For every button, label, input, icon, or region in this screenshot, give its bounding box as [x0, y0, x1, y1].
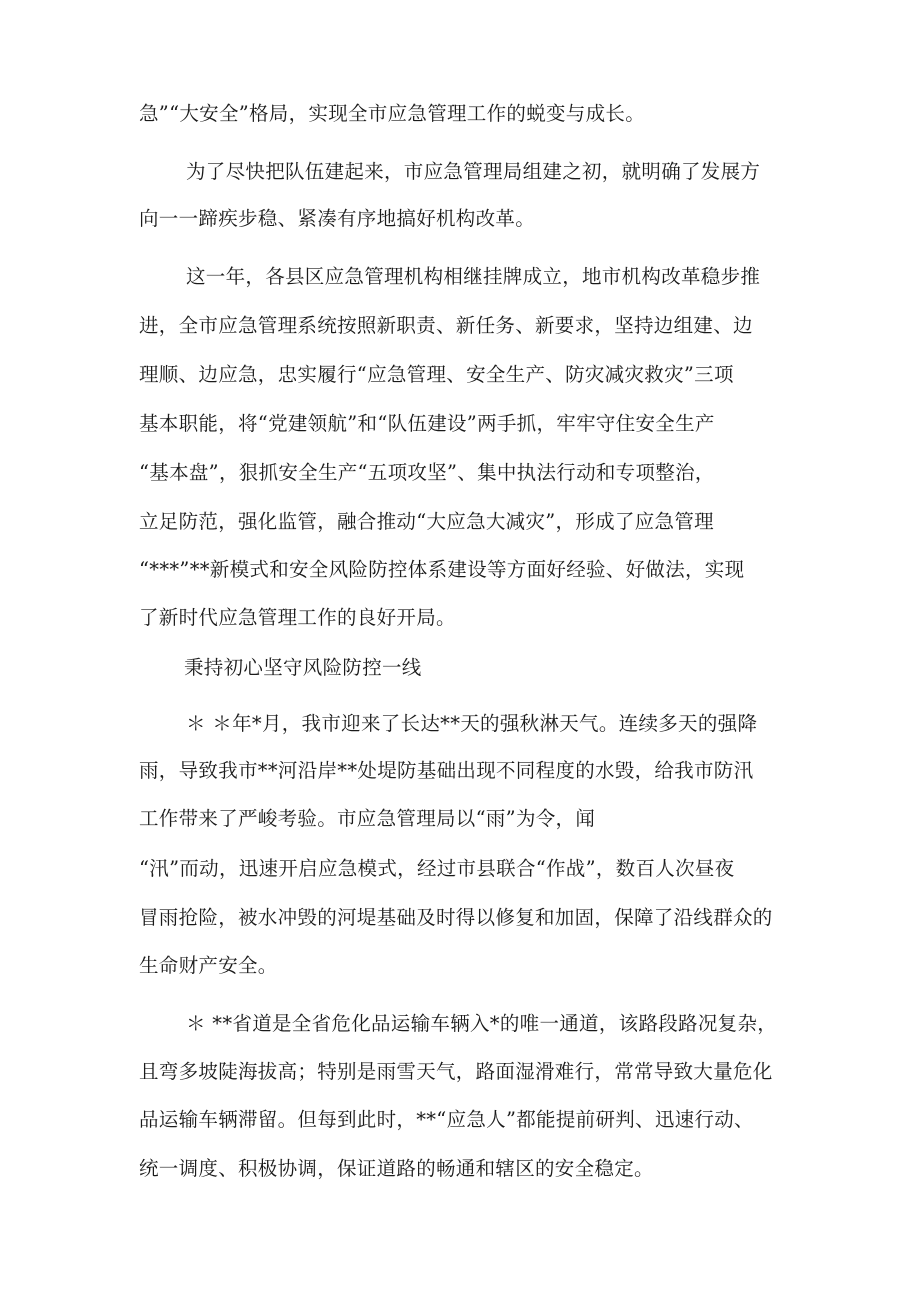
text-line: “基本盘”，狠抓安全生产“五项攻坚”、集中执法行动和专项整治， — [139, 461, 715, 484]
text-line: ＊ **省道是全省危化品运输车辆入*的唯一通道，该路段路况复杂， — [186, 1012, 778, 1035]
section-heading: 秉持初心坚守风险防控一线 — [184, 656, 422, 679]
text-line: 工作带来了严峻考验。市应急管理局以“雨”为令，闻 — [139, 807, 596, 830]
text-line: 冒雨抢险，被水冲毁的河堤基础及时得以修复和加固，保障了沿线群众的 — [139, 906, 773, 929]
text-line: 雨，导致我市**河沿岸**处堤防基础出现不同程度的水毁，给我市防汛 — [139, 759, 754, 782]
text-line: 这一年，各县区应急管理机构相继挂牌成立，地市机构改革稳步推 — [186, 265, 761, 288]
text-line: 向一一蹄疾步稳、紧凑有序地搞好机构改革。 — [139, 207, 536, 230]
text-line: 生命财产安全。 — [139, 954, 278, 977]
text-line: 统一调度、积极协调，保证道路的畅通和辖区的安全稳定。 — [139, 1157, 654, 1180]
text-line: “汛”而动，迅速开启应急模式，经过市县联合“作战”，数百人次昼夜 — [139, 857, 735, 880]
text-line: 基本职能，将“党建领航”和“队伍建设”两手抓，牢牢守住安全生产 — [139, 412, 715, 435]
text-line: 了新时代应急管理工作的良好开局。 — [139, 606, 456, 629]
text-line: 品运输车辆滞留。但每到此时，**“应急人”都能提前研判、迅速行动、 — [139, 1108, 754, 1131]
text-line: “***”**新模式和安全风险防控体系建设等方面好经验、好做法，实现 — [139, 558, 745, 581]
text-line: 且弯多坡陡海拔高；特别是雨雪天气，路面湿滑难行，常常导致大量危化 — [139, 1060, 773, 1083]
text-line: ＊ ＊年*月，我市迎来了长达**天的强秋淋天气。连续多天的强降 — [186, 712, 758, 735]
text-line: 为了尽快把队伍建起来，市应急管理局组建之初，就明确了发展方 — [186, 160, 761, 183]
text-line: 理顺、边应急，忠实履行“应急管理、安全生产、防灾减灾救灾”三项 — [139, 363, 734, 386]
text-line: 急”“大安全”格局，实现全市应急管理工作的蜕变与成长。 — [139, 102, 646, 125]
text-line: 进，全市应急管理系统按照新职责、新任务、新要求，坚持边组建、边 — [139, 314, 753, 337]
text-line: 立足防范，强化监管，融合推动“大应急大减灾”，形成了应急管理 — [139, 510, 714, 533]
